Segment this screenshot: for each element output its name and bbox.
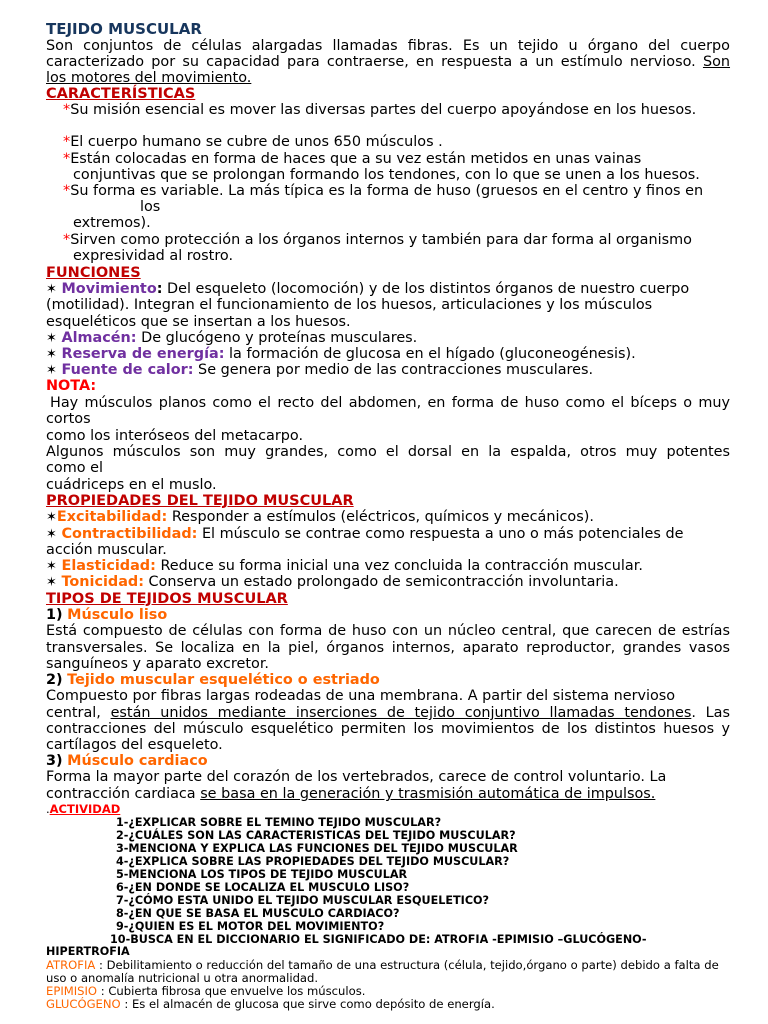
- property-item: ✶Excitabilidad: Responder a estímulos (eléctricos, químicos y mecánicos).: [46, 509, 594, 525]
- heading-tipos: TIPOS DE TEJIDOS MUSCULAR: [46, 591, 288, 607]
- note-line: como los interóseos del metacarpo.: [46, 428, 304, 444]
- type-description: cartílagos del esqueleto.: [46, 737, 223, 753]
- type-description: transversales. Se localiza en la piel, órganos internos, aparato reproductor, grandes vasos: [46, 640, 730, 656]
- type-description: Forma la mayor parte del corazón de los vertebrados, carece de control voluntario. La: [46, 769, 667, 785]
- glossary-entry-continued: uso o anomalía nutricional u otra anormalidad.: [46, 971, 319, 985]
- type-description: Está compuesto de células con forma de huso con un núcleo central, que carecen de estrías: [46, 623, 730, 639]
- function-item: ✶ Reserva de energía: la formación de glucosa en el hígado (gluconeogénesis).: [46, 346, 636, 362]
- property-item-continued: acción muscular.: [46, 542, 167, 558]
- list-item: *El cuerpo humano se cubre de unos 650 músculos .: [63, 134, 443, 150]
- heading-caracteristicas: CARACTERÍSTICAS: [46, 86, 196, 102]
- activity-label: .ACTIVIDAD: [46, 802, 121, 816]
- note-line: como el: [46, 460, 103, 476]
- property-item: ✶ Tonicidad: Conserva un estado prolongado de semicontracción involuntaria.: [46, 574, 619, 590]
- glossary-entry: ATROFIA : Debilitamiento o reducción del tamaño de una estructura (célula, tejido,órgano o parte) debido a falta de: [46, 958, 719, 972]
- activity-question: 8-¿EN QUE SE BASA EL MUSCULO CARDIACO?: [116, 907, 400, 920]
- list-item-continued: extremos).: [73, 215, 151, 231]
- intro-line: Son conjuntos de células alargadas llamadas fibras. Es un tejido u órgano del cuerpo: [46, 38, 730, 54]
- activity-question: 5-MENCIONA LOS TIPOS DE TEJIDO MUSCULAR: [116, 868, 408, 881]
- intro-line: caracterizado por su capacidad para contraerse, en respuesta a un estímulo nervioso. Son: [46, 54, 731, 70]
- type-description: Compuesto por fibras largas rodeadas de una membrana. A partir del sistema nervioso: [46, 688, 676, 704]
- function-item: ✶ Movimiento: Del esqueleto (locomoción) y de los distintos órganos de nuestro cuerpo: [46, 281, 690, 297]
- list-item: *Sirven como protección a los órganos internos y también para dar forma al organismo: [63, 232, 692, 248]
- activity-question: 4-¿EXPLICA SOBRE LAS PROPIEDADES DEL TEJIDO MUSCULAR?: [116, 855, 510, 868]
- activity-question: 6-¿EN DONDE SE LOCALIZA EL MUSCULO LISO?: [116, 881, 410, 894]
- property-item: ✶ Elasticidad: Reduce su forma inicial una vez concluida la contracción muscular.: [46, 558, 643, 574]
- type-description: contracciones del músculo esquelético permiten los movimientos de los distintos huesos y: [46, 721, 730, 737]
- list-item: *Su forma es variable. La más típica es la forma de huso (gruesos en el centro y finos en: [63, 183, 704, 199]
- note-line: Hay músculos planos como el recto del abdomen, en forma de huso como el bíceps o muy: [50, 395, 730, 411]
- activity-question: 9-¿QUIEN ES EL MOTOR DEL MOVIMIENTO?: [116, 920, 385, 933]
- heading-funciones: FUNCIONES: [46, 265, 141, 281]
- type-title: 1) Músculo liso: [46, 607, 168, 623]
- page-title: TEJIDO MUSCULAR: [46, 20, 202, 38]
- type-description: sanguíneos y aparato excretor.: [46, 656, 270, 672]
- heading-propiedades: PROPIEDADES DEL TEJIDO MUSCULAR: [46, 493, 354, 509]
- function-item: ✶ Almacén: De glucógeno y proteínas musculares.: [46, 330, 418, 346]
- type-description: contracción cardiaca se basa en la generación y trasmisión automática de impulsos.: [46, 786, 656, 802]
- activity-question: 1-¿EXPLICAR SOBRE EL TEMINO TEJIDO MUSCULAR?: [116, 816, 442, 829]
- type-title: 2) Tejido muscular esquelético o estriado: [46, 672, 380, 688]
- activity-question: 2-¿CUÁLES SON LAS CARACTERISTICAS DEL TEJIDO MUSCULAR?: [116, 829, 516, 842]
- activity-question-continued: HIPERTROFIA: [46, 945, 130, 958]
- list-item: *Su misión esencial es mover las diversas partes del cuerpo apoyándose en los huesos.: [63, 102, 697, 118]
- list-item: *Están colocadas en forma de haces que a su vez están metidos en unas vainas: [63, 151, 642, 167]
- activity-question: 10-BUSCA EN EL DICCIONARIO EL SIGNIFICADO DE: ATROFIA -EPIMISIO –GLUCÓGENO-: [110, 933, 647, 946]
- note-line: cuádriceps en el muslo.: [46, 477, 217, 493]
- list-item-continued: los: [140, 199, 161, 215]
- activity-question: 3-MENCIONA Y EXPLICA LAS FUNCIONES DEL TEJIDO MUSCULAR: [116, 842, 518, 855]
- type-title: 3) Músculo cardiaco: [46, 753, 208, 769]
- note-line: cortos: [46, 411, 91, 427]
- list-item-continued: expresividad al rostro.: [73, 248, 234, 264]
- intro-line: los motores del movimiento.: [46, 70, 252, 86]
- function-item: ✶ Fuente de calor: Se genera por medio de las contracciones musculares.: [46, 362, 594, 378]
- glossary-entry: EPIMISIO : Cubierta fibrosa que envuelve los músculos.: [46, 984, 366, 998]
- glossary-entry: GLUCÓGENO : Es el almacén de glucosa que sirve como depósito de energía.: [46, 997, 495, 1011]
- property-item: ✶ Contractibilidad: El músculo se contrae como respuesta a uno o más potenciales de: [46, 526, 684, 542]
- function-item-continued: (motilidad). Integran el funcionamiento de los huesos, articulaciones y los músculos: [46, 297, 653, 313]
- type-description: central, están unidos mediante inserciones de tejido conjuntivo llamadas tendones. Las: [46, 705, 730, 721]
- activity-question: 7-¿CÓMO ESTA UNIDO EL TEJIDO MUSCULAR ESQUELETICO?: [116, 894, 490, 907]
- list-item-continued: conjuntivas que se prolongan formando los tendones, con lo que se unen a los huesos.: [73, 167, 700, 183]
- note-line: Algunos músculos son muy grandes, como el dorsal en la espalda, otros muy potentes: [46, 444, 730, 460]
- heading-nota: NOTA:: [46, 378, 97, 394]
- function-item-continued: esqueléticos que se insertan a los huesos.: [46, 314, 351, 330]
